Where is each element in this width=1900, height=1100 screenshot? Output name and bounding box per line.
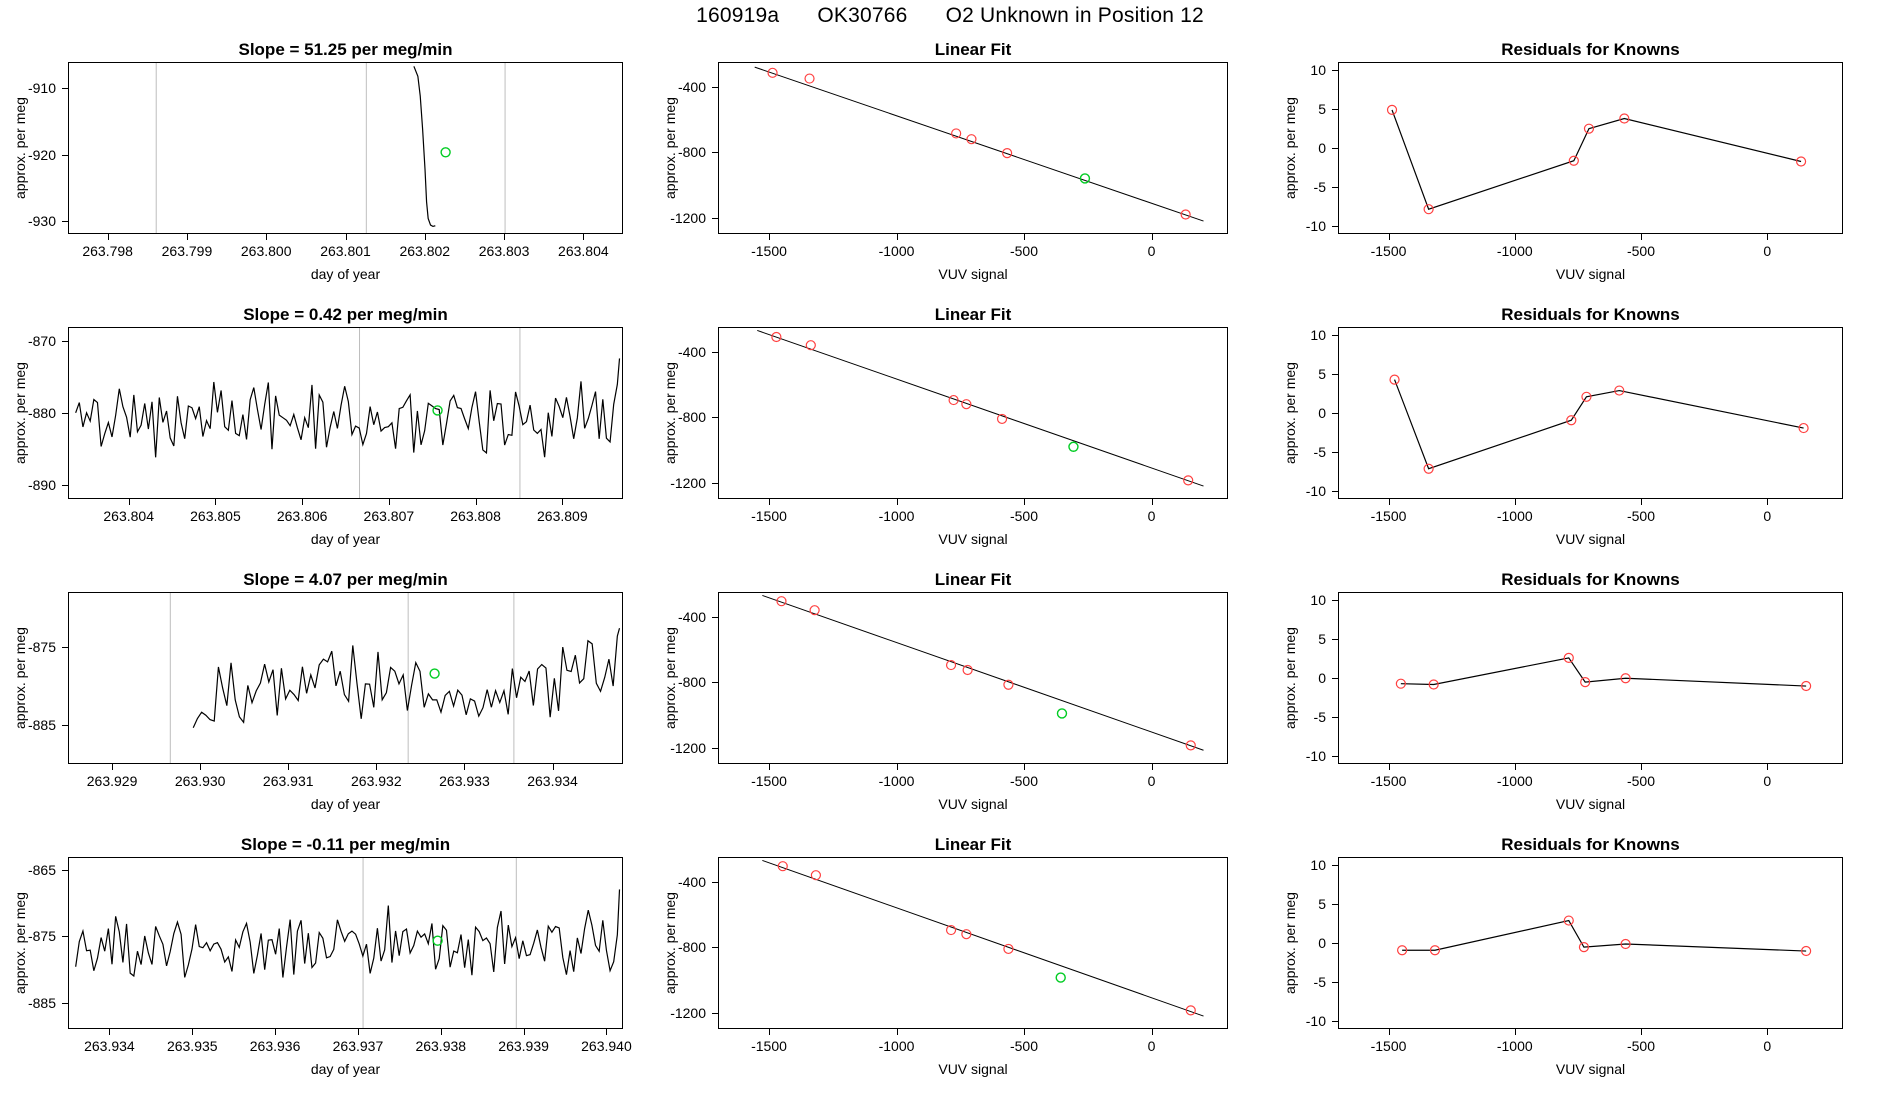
- timeseries-panel-row3-title: Slope = 4.07 per meg/min: [243, 570, 448, 589]
- x-tick-label: -500: [1626, 773, 1656, 789]
- linear-fit-panel-row4-x-axis-label: VUV signal: [938, 1061, 1008, 1077]
- x-tick-label: 263.936: [249, 1038, 301, 1054]
- x-tick-label: 263.932: [351, 773, 402, 789]
- x-tickmark: [129, 499, 130, 505]
- y-tick-label: -875: [27, 638, 56, 655]
- x-tick-label: 263.808: [450, 508, 501, 524]
- y-tick-label: 5: [1318, 630, 1326, 647]
- x-tick-label: 263.802: [399, 243, 451, 259]
- x-tick-label: 0: [1763, 508, 1772, 524]
- linear-fit-panel-row4-y-axis-label: approx. per meg: [662, 892, 678, 994]
- y-tickmark: [712, 218, 718, 219]
- x-tick-label: -1500: [1370, 243, 1407, 259]
- y-tickmark: [1332, 639, 1338, 640]
- y-tick-label: -400: [677, 873, 706, 890]
- x-tick-label: -500: [1009, 508, 1039, 524]
- x-tick-label: 0: [1147, 773, 1156, 789]
- y-tickmark: [1332, 70, 1338, 71]
- x-tick-label: 263.807: [363, 508, 415, 524]
- y-tick-label: -400: [677, 343, 706, 360]
- x-tickmark: [553, 764, 554, 770]
- x-tickmark: [1389, 1029, 1390, 1035]
- x-tickmark: [769, 764, 770, 770]
- y-tickmark: [62, 155, 68, 156]
- x-tickmark: [108, 234, 109, 240]
- y-tickmark: [62, 221, 68, 222]
- x-tickmark: [897, 1029, 898, 1035]
- x-tickmark: [215, 499, 216, 505]
- x-tick-label: 263.929: [86, 773, 138, 789]
- x-tick-label: 263.931: [262, 773, 314, 789]
- x-tickmark: [187, 234, 188, 240]
- y-tick-label: -400: [677, 608, 706, 625]
- x-tickmark: [1152, 499, 1153, 505]
- y-tickmark: [1332, 678, 1338, 679]
- timeseries-panel-row1-y-axis-label: approx. per meg: [12, 97, 28, 199]
- residuals-panel-row1-plot-area: [1338, 62, 1843, 234]
- residuals-panel-row1-y-axis-label: approx. per meg: [1282, 97, 1298, 199]
- y-tick-label: 10: [1310, 856, 1326, 873]
- y-tickmark: [1332, 109, 1338, 110]
- timeseries-panel-row1-x-axis-label: day of year: [310, 266, 381, 282]
- timeseries-panel-row2-title: Slope = 0.42 per meg/min: [243, 305, 448, 324]
- residuals-panel-row4-y-axis-label: approx. per meg: [1282, 892, 1298, 994]
- y-tick-label: -5: [1313, 974, 1326, 991]
- x-tick-label: 263.939: [498, 1038, 549, 1054]
- y-tickmark: [62, 725, 68, 726]
- x-tickmark: [112, 764, 113, 770]
- x-tickmark: [476, 499, 477, 505]
- y-tickmark: [712, 417, 718, 418]
- y-tick-label: -1200: [670, 209, 706, 226]
- x-tickmark: [1389, 764, 1390, 770]
- residuals-panel-row3-x-axis-label: VUV signal: [1555, 796, 1626, 812]
- x-tick-label: 0: [1147, 1038, 1156, 1054]
- x-tickmark: [1152, 1029, 1153, 1035]
- x-tick-label: 263.809: [536, 508, 588, 524]
- y-tickmark: [712, 947, 718, 948]
- x-tick-label: 263.806: [276, 508, 328, 524]
- y-tick-label: 0: [1318, 935, 1326, 951]
- x-tick-label: 263.938: [415, 1038, 467, 1054]
- y-tick-label: -10: [1305, 1013, 1326, 1030]
- x-tick-label: -500: [1626, 1038, 1656, 1054]
- x-tickmark: [769, 499, 770, 505]
- y-tick-label: -800: [677, 674, 706, 691]
- x-tick-label: -1500: [1370, 773, 1407, 789]
- timeseries-panel-row2-plot-area: [68, 327, 623, 499]
- y-tick-label: -800: [677, 939, 706, 956]
- x-tickmark: [346, 234, 347, 240]
- y-tickmark: [1332, 865, 1338, 866]
- x-tickmark: [1641, 499, 1642, 505]
- x-tickmark: [606, 1029, 607, 1035]
- x-tick-label: -1000: [1496, 243, 1533, 259]
- timeseries-panel-row4-plot-area: [68, 857, 623, 1029]
- x-tickmark: [302, 499, 303, 505]
- linear-fit-panel-row4-plot-area: [718, 857, 1228, 1029]
- x-tick-label: -500: [1626, 508, 1656, 524]
- x-tick-label: 263.799: [161, 243, 213, 259]
- linear-fit-panel-row4-title: Linear Fit: [934, 835, 1012, 854]
- x-tickmark: [275, 1029, 276, 1035]
- x-tickmark: [1767, 1029, 1768, 1035]
- y-tick-label: 10: [1310, 326, 1326, 343]
- y-tick-label: -880: [27, 405, 56, 421]
- residuals-panel-row2-x-axis-label: VUV signal: [1555, 531, 1626, 547]
- x-tickmark: [769, 1029, 770, 1035]
- residuals-panel-row4-plot-area: [1338, 857, 1843, 1029]
- y-tick-label: -800: [677, 409, 706, 426]
- residuals-panel-row2-y-axis-label: approx. per meg: [1282, 362, 1298, 464]
- page-title: [0, 4, 1900, 28]
- timeseries-panel-row4-x-axis-label: day of year: [310, 1061, 381, 1077]
- linear-fit-panel-row2-y-axis-label: approx. per meg: [662, 362, 678, 464]
- x-tick-label: -500: [1626, 243, 1656, 259]
- x-tickmark: [1024, 764, 1025, 770]
- x-tickmark: [1641, 764, 1642, 770]
- x-tick-label: 263.804: [103, 508, 155, 524]
- x-tick-label: 263.804: [558, 243, 609, 259]
- x-tick-label: 0: [1763, 243, 1772, 259]
- x-tick-label: 263.798: [82, 243, 133, 259]
- y-tickmark: [712, 882, 718, 883]
- y-tickmark: [1332, 187, 1338, 188]
- x-tick-label: -1000: [1496, 508, 1533, 524]
- linear-fit-panel-row2-x-axis-label: VUV signal: [938, 531, 1008, 547]
- y-tick-label: -800: [677, 144, 706, 161]
- timeseries-panel-row3-y-axis-label: approx. per meg: [12, 627, 28, 729]
- x-tick-label: 0: [1147, 508, 1156, 524]
- x-tick-label: 0: [1147, 243, 1156, 259]
- y-tick-label: -5: [1313, 444, 1326, 461]
- x-tickmark: [1152, 764, 1153, 770]
- x-tickmark: [1641, 234, 1642, 240]
- y-tick-label: 5: [1318, 365, 1326, 382]
- x-tick-label: -1500: [1370, 1038, 1407, 1054]
- residuals-panel-row2-title: Residuals for Knowns: [1501, 305, 1680, 324]
- x-tick-label: -1500: [751, 508, 787, 524]
- linear-fit-panel-row1-plot-area: [718, 62, 1228, 234]
- y-tick-label: -885: [27, 716, 56, 733]
- x-tick-label: 263.800: [240, 243, 292, 259]
- x-tickmark: [1024, 1029, 1025, 1035]
- x-tick-label: 263.805: [190, 508, 241, 524]
- x-tickmark: [288, 764, 289, 770]
- residuals-panel-row2-plot-area: [1338, 327, 1843, 499]
- y-tick-label: -910: [27, 80, 56, 97]
- x-tickmark: [1024, 234, 1025, 240]
- x-tickmark: [1024, 499, 1025, 505]
- y-tickmark: [1332, 756, 1338, 757]
- x-tick-label: -1500: [751, 1038, 787, 1054]
- linear-fit-panel-row2-plot-area: [718, 327, 1228, 499]
- timeseries-panel-row2-y-axis-label: approx. per meg: [12, 362, 28, 464]
- y-tickmark: [712, 682, 718, 683]
- x-tick-label: 263.930: [174, 773, 226, 789]
- x-tick-label: 0: [1763, 773, 1772, 789]
- y-tick-label: -1200: [670, 739, 706, 756]
- linear-fit-panel-row3-x-axis-label: VUV signal: [938, 796, 1008, 812]
- y-tickmark: [712, 87, 718, 88]
- linear-fit-panel-row3-title: Linear Fit: [934, 570, 1012, 589]
- x-tick-label: 263.935: [166, 1038, 218, 1054]
- x-tick-label: 263.933: [439, 773, 490, 789]
- x-tick-label: -1000: [878, 773, 915, 789]
- x-tickmark: [192, 1029, 193, 1035]
- x-tickmark: [1515, 234, 1516, 240]
- y-tick-label: 0: [1318, 670, 1326, 686]
- residuals-panel-row3-plot-area: [1338, 592, 1843, 764]
- x-tick-label: 263.934: [527, 773, 578, 789]
- x-tickmark: [358, 1029, 359, 1035]
- y-tickmark: [1332, 413, 1338, 414]
- x-tickmark: [524, 1029, 525, 1035]
- timeseries-panel-row4-title: Slope = -0.11 per meg/min: [240, 835, 451, 854]
- x-tick-label: 263.937: [332, 1038, 384, 1054]
- x-tick-label: -1000: [878, 508, 915, 524]
- y-tickmark: [712, 352, 718, 353]
- x-tick-label: -1000: [878, 243, 915, 259]
- x-tickmark: [389, 499, 390, 505]
- y-tick-label: -5: [1313, 709, 1326, 726]
- y-tickmark: [1332, 335, 1338, 336]
- x-tickmark: [441, 1029, 442, 1035]
- y-tickmark: [1332, 600, 1338, 601]
- y-tickmark: [62, 485, 68, 486]
- timeseries-panel-row1-title: Slope = 51.25 per meg/min: [238, 40, 453, 59]
- x-tick-label: -1500: [1370, 508, 1407, 524]
- y-tickmark: [712, 483, 718, 484]
- y-tick-label: -890: [27, 476, 56, 493]
- x-tick-label: -1000: [1496, 773, 1533, 789]
- y-tickmark: [712, 152, 718, 153]
- x-tickmark: [1515, 1029, 1516, 1035]
- y-tickmark: [62, 341, 68, 342]
- y-tick-label: -1200: [670, 1004, 706, 1021]
- y-tickmark: [62, 647, 68, 648]
- y-tickmark: [62, 1003, 68, 1004]
- linear-fit-panel-row1-x-axis-label: VUV signal: [938, 266, 1008, 282]
- x-tickmark: [769, 234, 770, 240]
- y-tickmark: [1332, 374, 1338, 375]
- x-tickmark: [897, 499, 898, 505]
- x-tick-label: 263.940: [581, 1038, 632, 1054]
- x-tickmark: [1389, 499, 1390, 505]
- residuals-panel-row3-y-axis-label: approx. per meg: [1282, 627, 1298, 729]
- y-tick-label: -930: [27, 212, 56, 229]
- x-tickmark: [200, 764, 201, 770]
- y-tickmark: [712, 748, 718, 749]
- x-tickmark: [376, 764, 377, 770]
- x-tick-label: -1000: [1496, 1038, 1533, 1054]
- residuals-panel-row3-title: Residuals for Knowns: [1501, 570, 1680, 589]
- x-tickmark: [1767, 764, 1768, 770]
- y-tickmark: [62, 870, 68, 871]
- linear-fit-panel-row3-y-axis-label: approx. per meg: [662, 627, 678, 729]
- y-tick-label: -1200: [670, 474, 706, 491]
- x-tickmark: [1515, 499, 1516, 505]
- x-tickmark: [266, 234, 267, 240]
- x-tick-label: -1500: [751, 243, 787, 259]
- x-tickmark: [464, 764, 465, 770]
- y-tick-label: 5: [1318, 100, 1326, 117]
- y-tick-label: 10: [1310, 61, 1326, 78]
- linear-fit-panel-row2-title: Linear Fit: [934, 305, 1012, 324]
- y-tickmark: [62, 413, 68, 414]
- x-tickmark: [1767, 499, 1768, 505]
- timeseries-panel-row3-plot-area: [68, 592, 623, 764]
- timeseries-panel-row1-plot-area: [68, 62, 623, 234]
- timeseries-panel-row2-x-axis-label: day of year: [310, 531, 381, 547]
- x-tick-label: -500: [1009, 773, 1039, 789]
- y-tick-label: -10: [1305, 748, 1326, 765]
- linear-fit-panel-row1-y-axis-label: approx. per meg: [662, 97, 678, 199]
- y-tickmark: [1332, 943, 1338, 944]
- x-tickmark: [562, 499, 563, 505]
- x-tickmark: [583, 234, 584, 240]
- y-tickmark: [1332, 1021, 1338, 1022]
- timeseries-panel-row4-y-axis-label: approx. per meg: [12, 892, 28, 994]
- y-tick-label: -875: [27, 928, 56, 945]
- x-tickmark: [897, 764, 898, 770]
- title-description: O2 Unknown in Position 12: [945, 4, 1204, 27]
- y-tick-label: 10: [1310, 591, 1326, 608]
- y-tickmark: [1332, 226, 1338, 227]
- x-tickmark: [1641, 1029, 1642, 1035]
- y-tick-label: -870: [27, 333, 56, 350]
- y-tickmark: [1332, 717, 1338, 718]
- x-tick-label: 263.803: [478, 243, 530, 259]
- y-tick-label: -10: [1305, 483, 1326, 500]
- x-tickmark: [504, 234, 505, 240]
- timeseries-panel-row3-x-axis-label: day of year: [310, 796, 381, 812]
- residuals-panel-row4-title: Residuals for Knowns: [1501, 835, 1680, 854]
- x-tick-label: 263.934: [84, 1038, 135, 1054]
- y-tickmark: [1332, 491, 1338, 492]
- y-tick-label: -10: [1305, 218, 1326, 235]
- title-date-code: 160919a: [696, 4, 780, 27]
- residuals-panel-row4-x-axis-label: VUV signal: [1555, 1061, 1626, 1077]
- y-tickmark: [712, 1013, 718, 1014]
- x-tickmark: [1515, 764, 1516, 770]
- y-tickmark: [62, 936, 68, 937]
- y-tickmark: [1332, 452, 1338, 453]
- y-tickmark: [712, 617, 718, 618]
- title-sample-id: OK30766: [817, 4, 908, 27]
- y-tickmark: [1332, 148, 1338, 149]
- x-tick-label: -1500: [751, 773, 787, 789]
- y-tickmark: [1332, 982, 1338, 983]
- residuals-panel-row1-title: Residuals for Knowns: [1501, 40, 1680, 59]
- y-tick-label: 0: [1318, 405, 1326, 421]
- y-tick-label: -865: [27, 862, 56, 879]
- y-tick-label: -400: [677, 78, 706, 95]
- x-tick-label: 263.801: [320, 243, 371, 259]
- x-tick-label: -500: [1009, 243, 1039, 259]
- x-tick-label: -500: [1009, 1038, 1039, 1054]
- y-tick-label: -885: [27, 994, 56, 1011]
- x-tickmark: [425, 234, 426, 240]
- y-tickmark: [1332, 904, 1338, 905]
- x-tickmark: [897, 234, 898, 240]
- linear-fit-panel-row1-title: Linear Fit: [934, 40, 1012, 59]
- y-tick-label: 0: [1318, 140, 1326, 156]
- linear-fit-panel-row3-plot-area: [718, 592, 1228, 764]
- y-tick-label: -5: [1313, 179, 1326, 196]
- y-tickmark: [62, 88, 68, 89]
- y-tick-label: 5: [1318, 895, 1326, 912]
- x-tickmark: [1389, 234, 1390, 240]
- y-tick-label: -920: [27, 146, 56, 163]
- x-tickmark: [109, 1029, 110, 1035]
- x-tick-label: -1000: [878, 1038, 915, 1054]
- residuals-panel-row1-x-axis-label: VUV signal: [1555, 266, 1626, 282]
- x-tick-label: 0: [1763, 1038, 1772, 1054]
- x-tickmark: [1152, 234, 1153, 240]
- x-tickmark: [1767, 234, 1768, 240]
